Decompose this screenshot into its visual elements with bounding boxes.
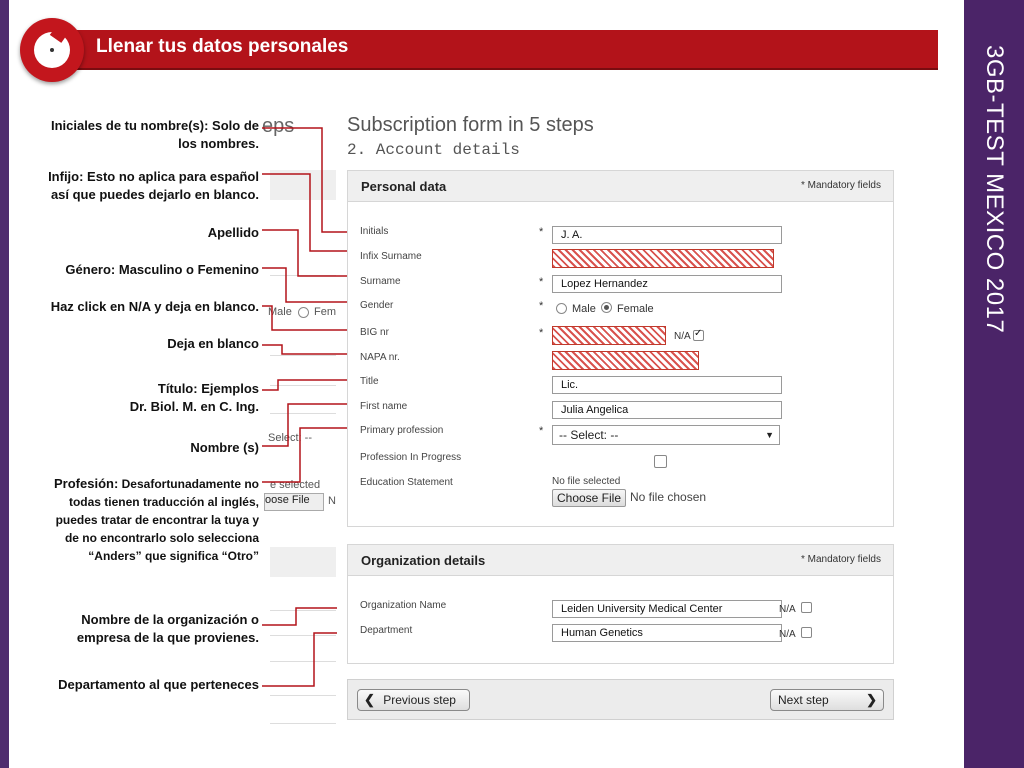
primary-profession-value: -- Select: -- bbox=[559, 428, 619, 442]
required-star: * bbox=[539, 300, 544, 312]
first-name-label: First name bbox=[360, 401, 408, 412]
annotation-profession-line5: “Anders” que significa “Otro” bbox=[88, 549, 259, 563]
ghost-band bbox=[270, 170, 336, 200]
ghost-file-button-label: oose File bbox=[265, 494, 310, 506]
department-label: Department bbox=[360, 625, 413, 636]
ghost-divider bbox=[270, 610, 336, 611]
ghost-radio bbox=[298, 307, 309, 318]
surname-label: Surname bbox=[360, 276, 401, 287]
previous-step-button[interactable] bbox=[357, 689, 470, 711]
organization-na-checkbox[interactable] bbox=[801, 602, 812, 613]
form-step: 2. Account details bbox=[347, 141, 520, 159]
annotation-infix bbox=[48, 168, 259, 204]
mandatory-note: * Mandatory fields bbox=[800, 180, 881, 191]
title-input[interactable]: Lic. bbox=[552, 376, 782, 394]
organization-name-input[interactable]: Leiden University Medical Center bbox=[552, 600, 782, 618]
big-nr-input[interactable] bbox=[552, 326, 666, 345]
infix-surname-label: Infix Surname bbox=[360, 251, 422, 262]
infix-surname-input[interactable] bbox=[552, 249, 774, 268]
surname-input[interactable]: Lopez Hernandez bbox=[552, 275, 782, 293]
annotation-big: Haz click en N/A y deja en blanco. bbox=[50, 299, 259, 314]
ghost-divider bbox=[270, 275, 336, 276]
initials-label: Initials bbox=[360, 226, 389, 237]
department-input[interactable]: Human Genetics bbox=[552, 624, 782, 642]
profession-in-progress-checkbox[interactable] bbox=[654, 455, 667, 468]
personal-data-header bbox=[348, 171, 893, 202]
form-title: Subscription form in 5 steps bbox=[347, 114, 594, 136]
annotation-gender: Género: Masculino o Femenino bbox=[65, 262, 259, 277]
annotation-organization bbox=[77, 611, 259, 647]
ghost-title: eps bbox=[262, 115, 295, 137]
gender-female-radio[interactable] bbox=[601, 302, 612, 313]
annotation-organization-line2: empresa de la que provienes. bbox=[76, 630, 259, 645]
file-note: No file selected bbox=[552, 476, 621, 487]
previous-step-label: Previous step bbox=[383, 693, 456, 707]
annotation-profession-head: Profesión: bbox=[54, 476, 119, 491]
annotation-infix-line2: así que puedes dejarlo en blanco. bbox=[50, 187, 259, 202]
annotation-surname: Apellido bbox=[207, 225, 259, 240]
annotation-napa: Deja en blanco bbox=[167, 336, 259, 351]
annotation-initials-line1: Iniciales de tu nombre(s): Solo de bbox=[50, 118, 259, 133]
ghost-divider bbox=[270, 661, 336, 662]
annotation-infix-line1: Infijo: Esto no aplica para español bbox=[48, 169, 259, 184]
ghost-file-status: N bbox=[328, 495, 336, 507]
annotation-profession bbox=[54, 475, 259, 565]
gender-label: Gender bbox=[360, 300, 394, 311]
title-label: Title bbox=[360, 376, 379, 387]
file-status: No file chosen bbox=[630, 490, 707, 504]
organization-heading: Organization details bbox=[361, 553, 486, 568]
ghost-divider bbox=[270, 355, 336, 356]
annotation-initials bbox=[51, 117, 259, 153]
required-star: * bbox=[539, 425, 544, 437]
left-decorative-stripe bbox=[0, 0, 9, 768]
primary-profession-label: Primary profession bbox=[360, 425, 444, 436]
annotation-profession-line4: de no encontrarlo solo selecciona bbox=[64, 531, 259, 545]
annotation-title-line2: Dr. Biol. M. en C. Ing. bbox=[129, 399, 259, 414]
side-title-band: 3GB-TEST MEXICO 2017 bbox=[964, 0, 1024, 768]
required-star: * bbox=[539, 276, 544, 288]
big-na-checkbox[interactable] bbox=[693, 330, 704, 341]
annotation-department: Departamento al que perteneces bbox=[58, 677, 259, 692]
department-na-label: N/A bbox=[779, 629, 796, 640]
required-star: * bbox=[539, 327, 544, 339]
mandatory-note: * Mandatory fields bbox=[800, 554, 881, 565]
big-nr-label: BIG nr bbox=[360, 327, 389, 338]
next-step-button[interactable] bbox=[770, 689, 884, 711]
annotation-first-name: Nombre (s) bbox=[190, 440, 259, 455]
organization-na-label: N/A bbox=[779, 604, 796, 615]
ghost-divider bbox=[270, 635, 336, 636]
ghost-select: Select: -- bbox=[268, 432, 313, 444]
next-step-label: Next step bbox=[778, 693, 829, 707]
annotation-profession-line1 bbox=[54, 475, 259, 493]
page-title: Llenar tus datos personales bbox=[96, 36, 349, 57]
step-badge-icon bbox=[20, 18, 84, 82]
big-na-label: N/A bbox=[674, 331, 691, 342]
gender-male-radio[interactable] bbox=[556, 303, 567, 314]
annotation-organization-line1: Nombre de la organización o bbox=[81, 612, 259, 627]
profession-in-progress-label: Profession In Progress bbox=[360, 452, 462, 463]
gender-male-label: Male bbox=[572, 303, 596, 315]
napa-nr-label: NAPA nr. bbox=[360, 352, 400, 363]
education-statement-label: Education Statement bbox=[360, 477, 453, 488]
chevron-left-icon: ❮ bbox=[364, 692, 375, 707]
ghost-divider bbox=[270, 413, 336, 414]
ghost-band bbox=[270, 547, 336, 577]
ghost-female-label: Fem bbox=[314, 306, 336, 318]
chevron-right-icon: ❯ bbox=[866, 692, 877, 707]
ghost-file-button bbox=[264, 493, 324, 511]
annotation-initials-line2: los nombres. bbox=[178, 136, 259, 151]
annotation-title bbox=[130, 380, 259, 416]
ghost-divider bbox=[270, 695, 336, 696]
annotation-profession-text1: Desafortunadamente no bbox=[118, 477, 259, 491]
organization-name-label: Organization Name bbox=[360, 600, 447, 611]
personal-data-heading: Personal data bbox=[361, 179, 447, 194]
chevron-down-icon: ▼ bbox=[765, 430, 774, 440]
initials-input[interactable]: J. A. bbox=[552, 226, 782, 244]
organization-header bbox=[348, 545, 893, 576]
first-name-input[interactable]: Julia Angelica bbox=[552, 401, 782, 419]
annotation-profession-line2: todas tienen traducción al inglés, bbox=[68, 495, 259, 509]
department-na-checkbox[interactable] bbox=[801, 627, 812, 638]
choose-file-button[interactable]: Choose File bbox=[552, 489, 626, 507]
ghost-divider bbox=[270, 385, 336, 386]
ghost-file-note: e selected bbox=[270, 479, 321, 491]
required-star: * bbox=[539, 226, 544, 238]
step-navigation bbox=[347, 679, 894, 720]
annotation-profession-line3: puedes tratar de encontrar la tuya y bbox=[55, 513, 259, 527]
annotation-title-line1: Título: Ejemplos bbox=[157, 381, 259, 396]
personal-data-panel bbox=[347, 170, 894, 527]
napa-nr-input[interactable] bbox=[552, 351, 699, 370]
cropped-form-preview bbox=[262, 95, 336, 725]
ghost-divider bbox=[270, 723, 336, 724]
gender-female-label: Female bbox=[617, 303, 654, 315]
primary-profession-select[interactable] bbox=[552, 425, 780, 445]
ghost-male-label: Male bbox=[268, 306, 292, 318]
